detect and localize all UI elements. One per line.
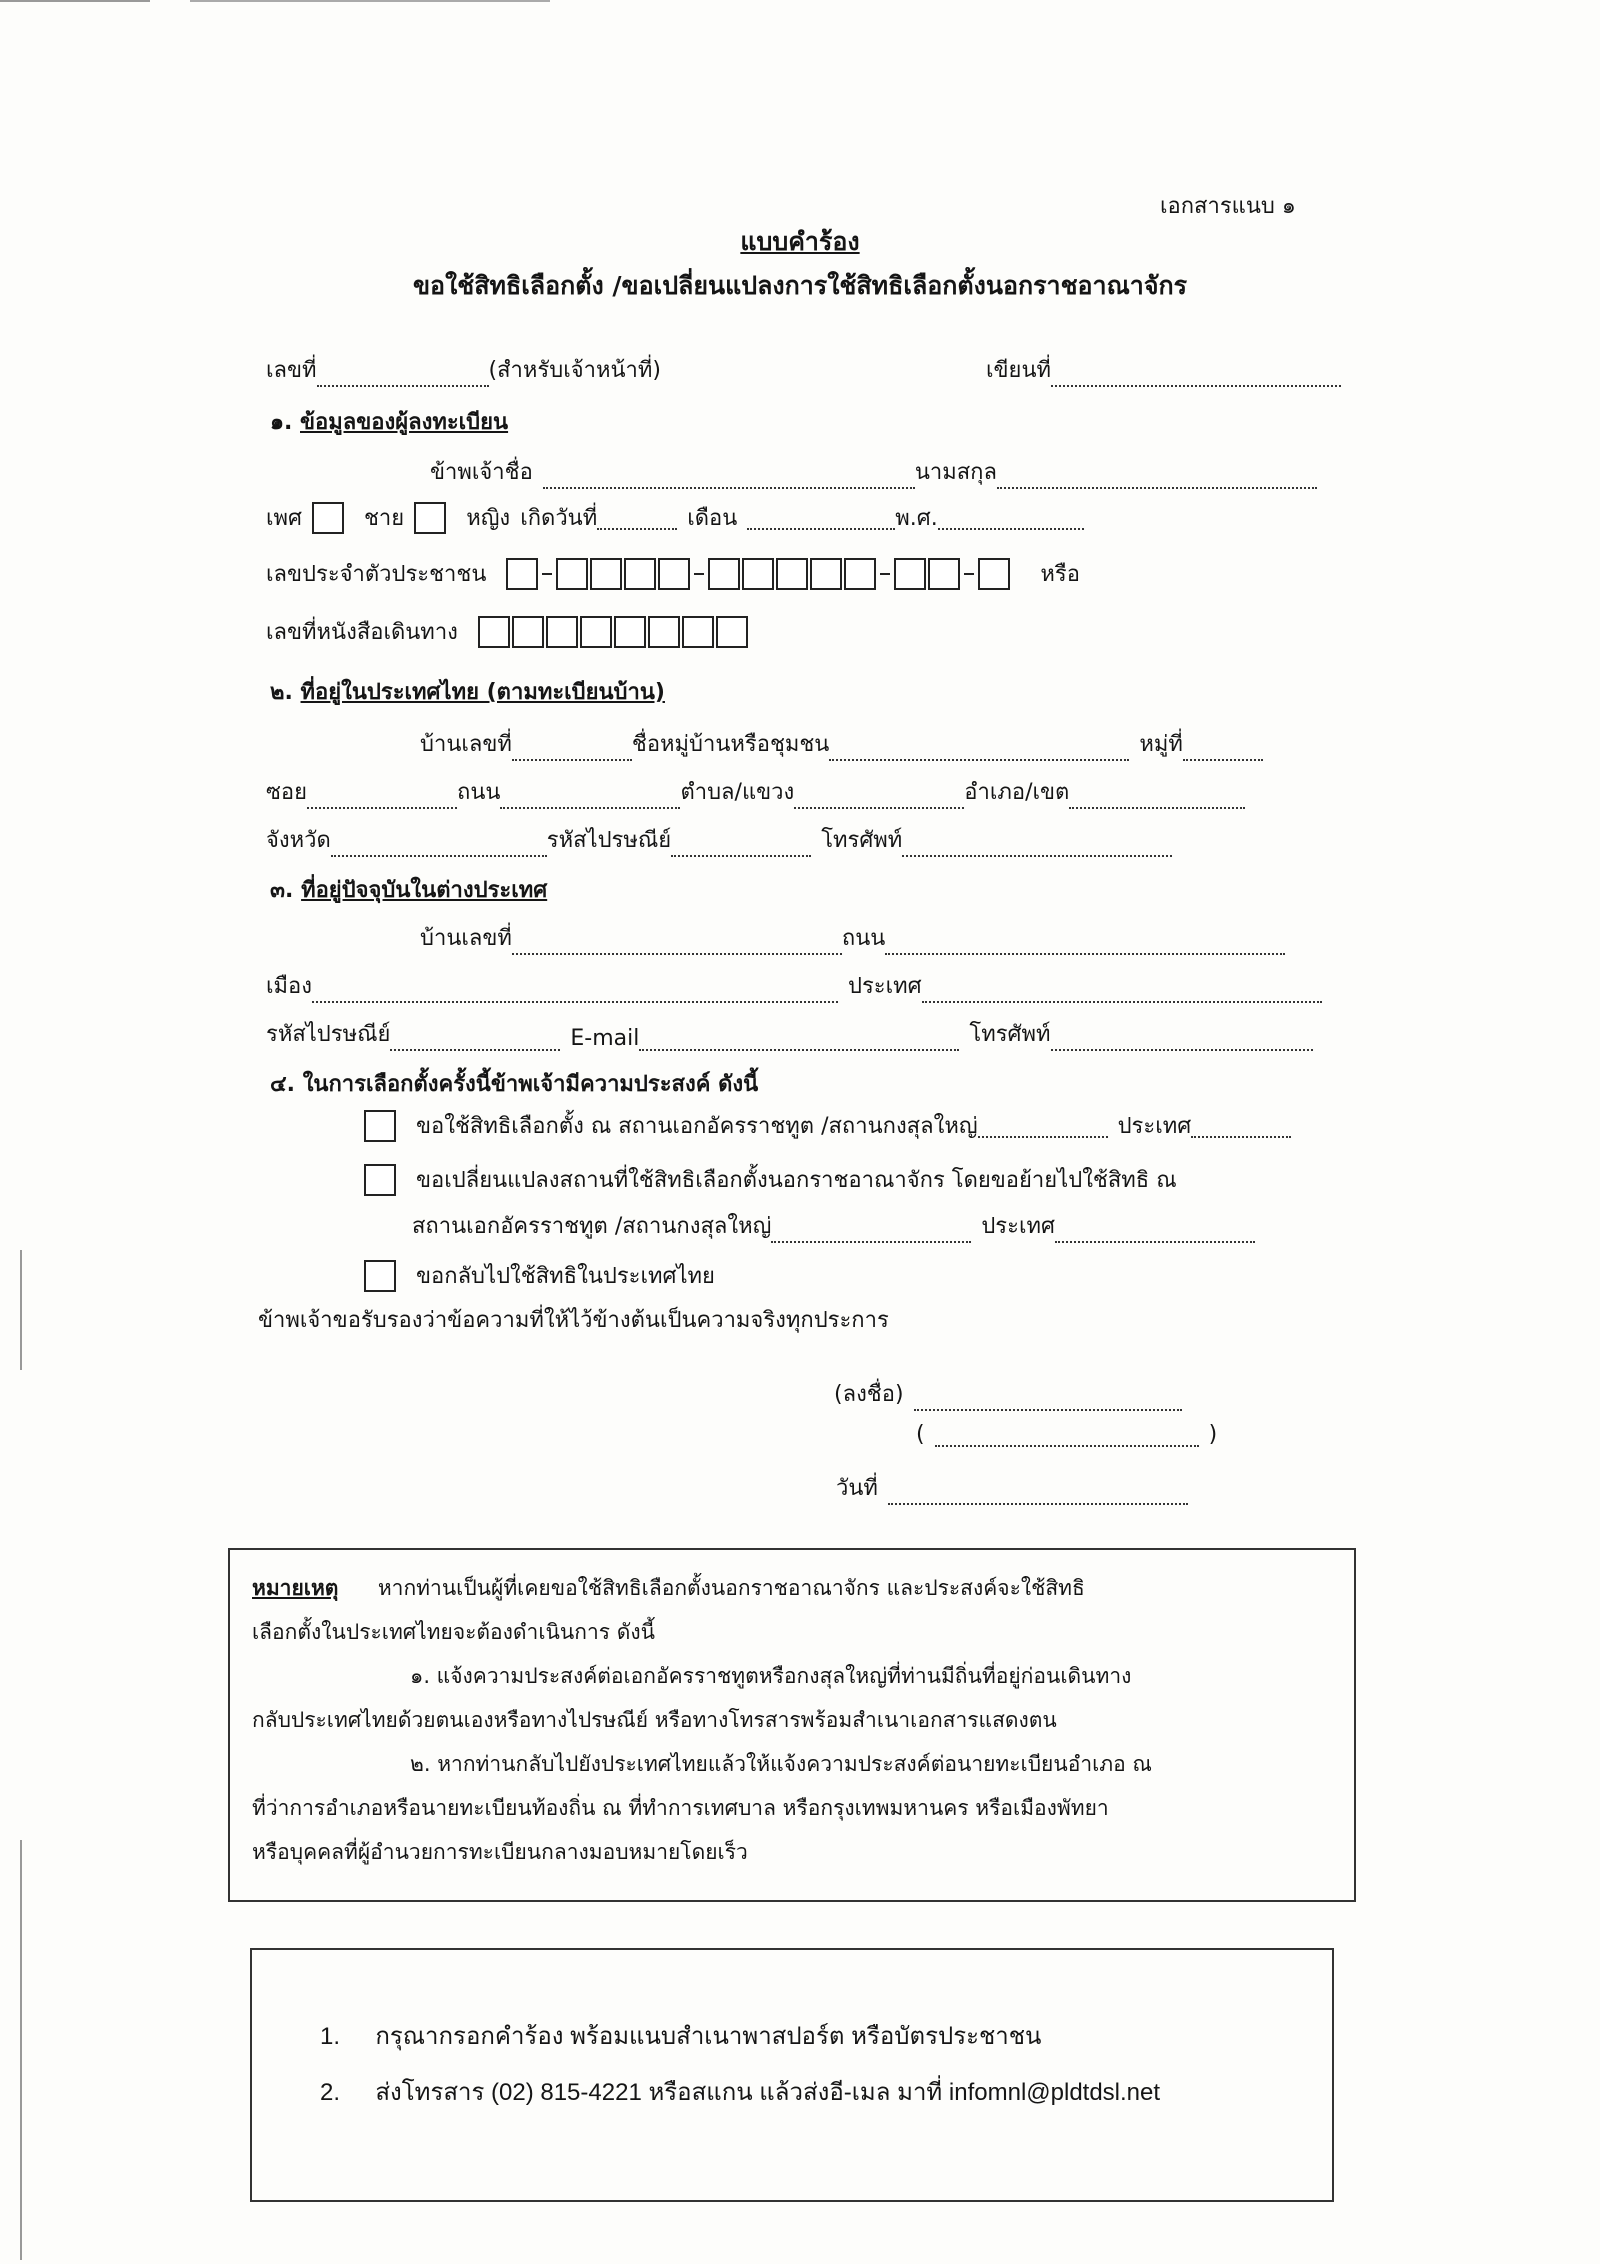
scan-edge-line — [0, 0, 150, 2]
th-road-row — [266, 774, 1245, 809]
section3-title: ที่อยู่ปัจจุบันในต่างประเทศ — [301, 878, 548, 903]
th-road-label: ถนน — [457, 780, 501, 805]
option2-embassy-field[interactable] — [771, 1219, 971, 1243]
th-postcode-label: รหัสไปรษณีย์ — [546, 828, 672, 853]
printed-name-open-paren: ( — [916, 1422, 925, 1447]
instruction-1-number: 1. — [320, 2023, 341, 2050]
written-at-label: เขียนที่ — [986, 358, 1051, 383]
th-province-field[interactable] — [331, 833, 547, 857]
surname-label: นามสกุล — [914, 460, 997, 485]
sex-label: เพศ — [266, 506, 302, 531]
abroad-road-label: ถนน — [841, 926, 886, 951]
option3-row — [364, 1258, 715, 1293]
id-digit-group-4[interactable] — [894, 558, 960, 590]
or-label: หรือ — [1040, 562, 1080, 587]
th-province-row — [266, 822, 1172, 857]
id-number-row — [266, 556, 1080, 591]
id-digit-group-1[interactable] — [506, 558, 538, 590]
section4-heading — [270, 1066, 758, 1101]
ref-no-field[interactable] — [317, 363, 489, 387]
date-field[interactable] — [888, 1481, 1188, 1505]
th-subdistrict-label: ตำบล/แขวง — [680, 780, 795, 805]
abroad-contact-row — [266, 1016, 1313, 1051]
abroad-city-label: เมือง — [266, 974, 312, 999]
th-phone-label: โทรศัพท์ — [821, 828, 903, 853]
written-at-field[interactable] — [1051, 363, 1341, 387]
ref-no-note: (สำหรับเจ้าหน้าที่) — [488, 358, 661, 383]
option1-label: ขอใช้สิทธิเลือกตั้ง ณ สถานเอกอัครราชทูต /สถานกงสุลใหญ่ — [416, 1114, 978, 1139]
th-moo-field[interactable] — [1183, 737, 1263, 761]
note-intro: หากท่านเป็นผู้ที่เคยขอใช้สิทธิเลือกตั้งนอกราชอาณาจักร และประสงค์จะใช้สิทธิ — [377, 1576, 1085, 1600]
instruction-2-number: 2. — [320, 2079, 341, 2106]
id-digit-group-3[interactable] — [708, 558, 876, 590]
printed-name-field[interactable] — [935, 1423, 1199, 1447]
birth-year-field[interactable] — [938, 506, 1084, 530]
passport-digit-boxes[interactable] — [478, 616, 748, 648]
printed-name-row — [916, 1422, 1217, 1447]
scan-edge-mark — [20, 1840, 22, 2260]
option1-row — [364, 1108, 1291, 1143]
form-title: แบบคำร้อง — [740, 227, 860, 256]
th-moo-label: หมู่ที่ — [1139, 732, 1183, 757]
option3-checkbox[interactable] — [364, 1260, 396, 1292]
id-digit-group-5[interactable] — [978, 558, 1010, 590]
female-label: หญิง — [466, 506, 511, 531]
th-village-field[interactable] — [829, 737, 1129, 761]
th-subdistrict-field[interactable] — [794, 785, 964, 809]
note-item2-line2: ที่ว่าการอำเภอหรือนายทะเบียนท้องถิ่น ณ ที่ทำการเทศบาล หรือกรุงเทพมหานคร หรือเมืองพัทยา — [252, 1796, 1109, 1820]
abroad-country-field[interactable] — [922, 979, 1322, 1003]
section2-number: ๒. — [270, 680, 293, 705]
date-label: วันที่ — [836, 1476, 878, 1501]
abroad-phone-label: โทรศัพท์ — [969, 1022, 1051, 1047]
sex-birth-row — [266, 500, 1084, 535]
birth-month-field[interactable] — [747, 506, 895, 530]
th-district-field[interactable] — [1069, 785, 1245, 809]
instruction-item-2 — [320, 2072, 1160, 2111]
name-field[interactable] — [543, 465, 915, 489]
option2-label-line1: ขอเปลี่ยนแปลงสถานที่ใช้สิทธิเลือกตั้งนอกราชอาณาจักร โดยขอย้ายไปใช้สิทธิ ณ — [416, 1168, 1177, 1193]
option2-checkbox[interactable] — [364, 1164, 396, 1196]
note-label: หมายเหตุ — [252, 1576, 339, 1600]
option2-line2-row — [412, 1208, 1255, 1243]
abroad-phone-field[interactable] — [1051, 1027, 1313, 1051]
abroad-city-row — [266, 968, 1322, 1003]
abroad-postcode-label: รหัสไปรษณีย์ — [266, 1022, 391, 1047]
abroad-country-label: ประเทศ — [847, 974, 922, 999]
abroad-city-field[interactable] — [312, 979, 838, 1003]
passport-row — [266, 614, 748, 649]
note-item2-line3: หรือบุคคลที่ผู้อำนวยการทะเบียนกลางมอบหมายโดยเร็ว — [252, 1840, 748, 1864]
name-label: ข้าพเจ้าชื่อ — [430, 460, 533, 485]
option1-country-label: ประเทศ — [1117, 1114, 1192, 1139]
option1-country-field[interactable] — [1191, 1114, 1291, 1138]
certification-statement: ข้าพเจ้าขอรับรองว่าข้อความที่ให้ไว้ข้างต้นเป็นความจริงทุกประการ — [258, 1308, 889, 1333]
instruction-1-text: กรุณากรอกคำร้อง พร้อมแนบสำเนาพาสปอร์ต หรือบัตรประชาชน — [375, 2023, 1042, 2050]
abroad-house-row — [420, 920, 1285, 955]
option2-label-line2: สถานเอกอัครราชทูต /สถานกงสุลใหญ่ — [412, 1214, 772, 1239]
section3-number: ๓. — [270, 878, 294, 903]
abroad-postcode-field[interactable] — [390, 1027, 560, 1051]
note-line1 — [252, 1572, 1085, 1605]
section4-number: ๔. — [270, 1072, 296, 1097]
female-checkbox[interactable] — [414, 502, 446, 534]
written-at-row — [986, 352, 1341, 387]
signature-row — [834, 1376, 1182, 1411]
birth-day-field[interactable] — [597, 506, 677, 530]
section1-heading — [270, 404, 508, 439]
male-label: ชาย — [364, 506, 405, 531]
abroad-email-label: E-mail — [570, 1026, 640, 1051]
signature-field[interactable] — [914, 1387, 1182, 1411]
instruction-item-1 — [320, 2016, 1041, 2055]
th-house-row — [420, 726, 1263, 761]
abroad-road-field[interactable] — [885, 931, 1285, 955]
year-label: พ.ศ. — [895, 506, 938, 531]
section2-heading — [270, 674, 665, 709]
th-village-label: ชื่อหมู่บ้านหรือชุมชน — [631, 732, 830, 757]
th-road-field[interactable] — [500, 785, 680, 809]
section3-heading — [270, 872, 547, 907]
note-item1-line1: ๑. แจ้งความประสงค์ต่อเอกอัครราชทูตหรือกงสุลใหญ่ที่ท่านมีถิ่นที่อยู่ก่อนเดินทาง — [410, 1664, 1132, 1688]
option2-row — [364, 1162, 1177, 1197]
name-row — [430, 454, 1317, 489]
birth-day-label: เกิดวันที่ — [520, 506, 598, 531]
section1-title: ข้อมูลของผู้ลงทะเบียน — [300, 410, 509, 435]
section1-number: ๑. — [270, 410, 293, 435]
ref-no-row — [266, 352, 661, 387]
section4-title: ในการเลือกตั้งครั้งนี้ข้าพเจ้ามีความประสงค์ ดังนี้ — [302, 1072, 759, 1097]
male-checkbox[interactable] — [312, 502, 344, 534]
form-subtitle: ขอใช้สิทธิเลือกตั้ง /ขอเปลี่ยนแปลงการใช้สิทธิเลือกตั้งนอกราชอาณาจักร — [412, 271, 1188, 300]
note-item1-line2: กลับประเทศไทยด้วยตนเองหรือทางไปรษณีย์ หรือทางโทรสารพร้อมสำเนาเอกสารแสดงตน — [252, 1708, 1057, 1732]
surname-field[interactable] — [997, 465, 1317, 489]
th-soi-label: ซอย — [266, 780, 308, 805]
id-label: เลขประจำตัวประชาชน — [266, 562, 487, 587]
printed-name-close-paren: ) — [1208, 1422, 1218, 1447]
th-district-label: อำเภอ/เขต — [964, 780, 1070, 805]
scan-edge-mark — [20, 1250, 22, 1370]
option2-country-label: ประเทศ — [981, 1214, 1055, 1239]
scan-edge-line — [190, 0, 550, 2]
th-phone-field[interactable] — [902, 833, 1172, 857]
date-row — [836, 1470, 1188, 1505]
note-item2-line1: ๒. หากท่านกลับไปยังประเทศไทยแล้วให้แจ้งความประสงค์ต่อนายทะเบียนอำเภอ ณ — [410, 1752, 1152, 1776]
id-digit-group-2[interactable] — [556, 558, 690, 590]
option1-checkbox[interactable] — [364, 1110, 396, 1142]
option3-label: ขอกลับไปใช้สิทธิในประเทศไทย — [416, 1264, 715, 1289]
instruction-2-text: ส่งโทรสาร (02) 815-4221 หรือสแกน แล้วส่งอี-เมล มาที่ infomnl@pldtdsl.net — [375, 2079, 1161, 2106]
section2-title: ที่อยู่ในประเทศไทย (ตามทะเบียนบ้าน) — [300, 680, 665, 705]
abroad-house-no-field[interactable] — [512, 931, 842, 955]
month-label: เดือน — [687, 506, 738, 531]
passport-label: เลขที่หนังสือเดินทาง — [266, 620, 458, 645]
abroad-email-field[interactable] — [639, 1027, 959, 1051]
th-house-no-field[interactable] — [512, 737, 632, 761]
th-postcode-field[interactable] — [671, 833, 811, 857]
abroad-house-no-label: บ้านเลขที่ — [420, 926, 512, 951]
th-province-label: จังหวัด — [266, 828, 331, 853]
th-soi-field[interactable] — [307, 785, 457, 809]
note-line2: เลือกตั้งในประเทศไทยจะต้องดำเนินการ ดังนี้ — [252, 1620, 655, 1644]
th-house-no-label: บ้านเลขที่ — [420, 732, 512, 757]
signature-label: (ลงชื่อ) — [834, 1382, 904, 1407]
attachment-label: เอกสารแนบ ๑ — [1160, 194, 1296, 219]
option2-country-field[interactable] — [1055, 1219, 1255, 1243]
option1-embassy-field[interactable] — [978, 1114, 1108, 1138]
ref-no-label: เลขที่ — [266, 358, 317, 383]
